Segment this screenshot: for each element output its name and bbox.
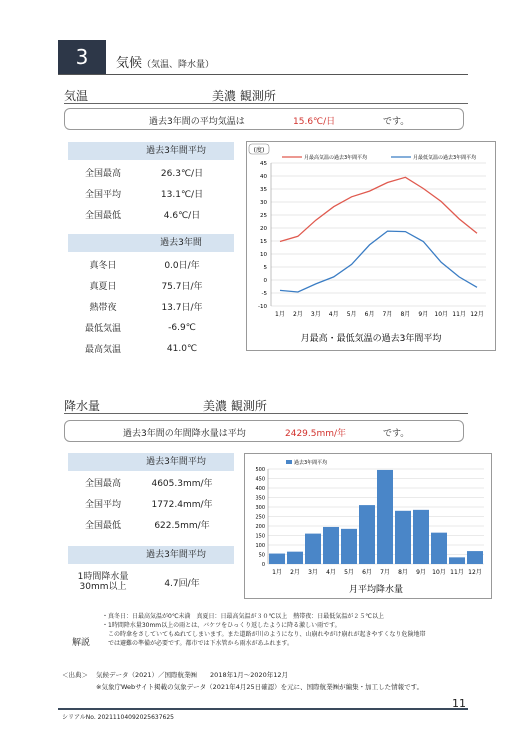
- x-tick-label: 1月: [272, 569, 282, 576]
- precipitation-table2-header: [68, 546, 234, 564]
- precipitation-table1-header-text: 過去3年間平均: [146, 457, 206, 467]
- row-label: 全国平均: [84, 500, 121, 510]
- precipitation-bar: [467, 551, 483, 564]
- row-label: 熱帯夜: [89, 303, 117, 313]
- table-row: [68, 254, 234, 275]
- precipitation-chart-title: 月平均降水量: [348, 585, 404, 595]
- chart-frame: [247, 142, 496, 351]
- notes-title: 解説: [72, 638, 91, 648]
- x-tick-label: 12月: [470, 311, 484, 318]
- temperature-average-box: [64, 108, 464, 130]
- row-value: 75.7日/年: [161, 282, 203, 292]
- temperature-average-suffix: です。: [383, 117, 410, 127]
- temperature-chart-title: 月最高・最低気温の過去3年間平均: [300, 334, 442, 344]
- y-axis-unit: (度): [253, 147, 265, 154]
- y-tick-label: 150: [255, 533, 265, 540]
- y-tick-label: 35: [260, 187, 267, 193]
- row-value: 1772.4mm/年: [151, 500, 213, 510]
- legend-label-max: 月最高気温の過去3年間平均: [304, 155, 368, 161]
- precipitation-bar: [413, 510, 429, 564]
- precipitation-heading: 降水量: [64, 399, 101, 413]
- precipitation-table1: [68, 472, 234, 535]
- x-tick-label: 11月: [450, 569, 464, 576]
- row-value: 4.7回/年: [164, 578, 200, 589]
- row-label: 真夏日: [89, 282, 117, 292]
- table-row: [68, 183, 234, 204]
- row-value: 4.6℃/日: [163, 211, 201, 221]
- notes-body: [102, 612, 426, 648]
- row-value: -6.9℃: [168, 322, 196, 333]
- x-tick-label: 9月: [416, 569, 426, 576]
- x-tick-label: 5月: [346, 311, 357, 318]
- y-tick-label: 500: [255, 467, 265, 473]
- x-tick-label: 9月: [418, 311, 429, 318]
- y-tick-label: 400: [255, 486, 265, 492]
- note-line: ・1時間降水量30mm以上の雨とは、バケツをひっくり返したように降る激しい雨です。: [102, 622, 341, 629]
- x-tick-label: 1月: [275, 311, 285, 318]
- x-tick-label: 2月: [290, 569, 300, 576]
- temperature-station: 美濃 観測所: [212, 89, 276, 103]
- page-number: 11: [452, 697, 466, 710]
- row-value: 4605.3mm/年: [151, 479, 213, 489]
- x-tick-label: 8月: [400, 311, 411, 318]
- temperature-heading: 気温: [64, 89, 89, 103]
- y-tick-label: 10: [260, 252, 267, 258]
- y-tick-label: 200: [255, 524, 265, 530]
- y-tick-label: -5: [261, 291, 267, 297]
- table-row: [68, 204, 234, 225]
- precipitation-bar: [359, 505, 375, 564]
- x-tick-label: 6月: [364, 311, 375, 318]
- row-label: 全国最高: [84, 169, 121, 179]
- row-value: 622.5mm/年: [154, 521, 210, 531]
- y-tick-label: 100: [255, 543, 265, 549]
- x-tick-label: 2月: [292, 311, 303, 318]
- row-value: 13.7日/年: [161, 303, 203, 313]
- section-title: [116, 52, 214, 71]
- row-value: 26.3℃/日: [160, 169, 204, 179]
- precipitation-table2-header-text: 過去3年間平均: [146, 550, 206, 560]
- precipitation-average-value: 2429.5mm/年: [285, 429, 347, 439]
- table-row: [68, 569, 234, 595]
- y-tick-label: 300: [255, 505, 265, 511]
- note-line: この時傘をさしていてもぬれてしまいます。また道路が川のようになり、山崩れやがけ崩れが起きやすくなり危険地帯: [102, 631, 426, 638]
- note-line: では避難の準備が必要です。都市では下水管から雨水があふれます。: [102, 640, 294, 647]
- row-label: 全国最低: [84, 211, 121, 221]
- row-label: 全国平均: [84, 190, 121, 200]
- row-label-line1: 1時間降水量: [77, 572, 129, 582]
- precipitation-bar: [341, 529, 357, 564]
- y-tick-label: -10: [258, 304, 267, 310]
- table-row: [68, 162, 234, 183]
- row-label: 最低気温: [84, 324, 121, 334]
- temperature-table2-header: [68, 234, 234, 252]
- y-tick-label: 350: [255, 495, 265, 502]
- y-tick-label: 50: [258, 552, 265, 559]
- y-tick-label: 40: [260, 174, 267, 180]
- x-tick-label: 10月: [432, 569, 446, 576]
- table-row: [68, 275, 234, 296]
- precipitation-divider: [64, 413, 468, 414]
- source-line1: 気候データ（2021）／国際航業㈱ 2018年1月～2020年12月: [96, 671, 289, 679]
- row-value: 41.0℃: [166, 343, 198, 354]
- x-tick-label: 7月: [380, 569, 390, 576]
- table-row: [68, 493, 234, 514]
- x-tick-label: 4月: [328, 311, 339, 318]
- section-title-text: 気候: [116, 56, 143, 71]
- y-tick-label: 15: [260, 239, 267, 245]
- precipitation-bar: [431, 533, 447, 564]
- row-label: 最高気温: [84, 345, 121, 355]
- precipitation-bar: [287, 552, 303, 564]
- footer-divider: [58, 708, 468, 710]
- y-tick-label: 30: [260, 200, 267, 206]
- table-row: [68, 317, 234, 338]
- temperature-divider: [64, 103, 468, 104]
- row-label: 全国最低: [84, 521, 121, 531]
- precipitation-average-prefix: 過去3年間の年間降水量は平均: [123, 429, 246, 439]
- legend-label-min: 月最低気温の過去3年間平均: [413, 155, 477, 161]
- x-tick-label: 8月: [398, 569, 408, 576]
- y-tick-label: 250: [255, 514, 265, 521]
- row-value: 0.0日/年: [164, 261, 200, 271]
- table-row: [68, 472, 234, 493]
- y-tick-label: 0: [261, 562, 265, 568]
- row-label: [68, 572, 138, 592]
- note-line: ・真冬日：日最高気温が0℃未満 真夏日：日最高気温が３０℃以上 熱帯夜：日最低気温が２５℃以上: [102, 613, 385, 620]
- x-tick-label: 12月: [468, 569, 482, 576]
- temperature-table1: [68, 162, 234, 225]
- serial-number: シリアルNo. 20211104092025637625: [62, 714, 174, 721]
- x-tick-label: 11月: [452, 311, 466, 318]
- temperature-table1-header-text: 過去3年間平均: [146, 146, 206, 156]
- x-tick-label: 4月: [326, 569, 336, 576]
- precipitation-bar: [449, 557, 465, 564]
- y-tick-label: 20: [260, 226, 267, 232]
- precipitation-bar: [395, 511, 411, 564]
- row-label: 全国最高: [84, 479, 121, 489]
- section-number: 3: [58, 40, 106, 74]
- temperature-chart: [246, 141, 496, 351]
- row-value: 13.1℃/日: [160, 190, 204, 200]
- table-row: [68, 296, 234, 317]
- precipitation-bar: [377, 470, 393, 564]
- y-tick-label: 5: [263, 265, 267, 271]
- x-tick-label: 7月: [382, 311, 393, 318]
- source-line2: ※気象庁Webサイト掲載の気象データ（2021年4月25日確認）を元に、国際航業㈱が編集・加工した情報です。: [96, 683, 424, 691]
- y-tick-label: 45: [260, 161, 267, 167]
- row-label-line2: 30mm以上: [79, 582, 127, 592]
- source-label: ＜出典＞: [62, 671, 88, 679]
- section-divider: [58, 74, 468, 75]
- precipitation-station: 美濃 観測所: [203, 399, 267, 413]
- x-tick-label: 6月: [362, 569, 372, 576]
- precipitation-table1-header: [68, 453, 234, 471]
- temperature-average-prefix: 過去3年間の平均気温は: [149, 117, 245, 127]
- x-tick-label: 5月: [344, 569, 354, 576]
- precipitation-chart: [244, 453, 492, 599]
- precipitation-bar: [305, 534, 321, 564]
- temperature-table2: [68, 254, 234, 359]
- y-tick-label: 0: [263, 278, 267, 284]
- x-tick-label: 3月: [310, 311, 321, 318]
- table-row: [68, 514, 234, 535]
- y-tick-label: 25: [260, 213, 267, 219]
- table-row: [68, 338, 234, 359]
- x-tick-label: 10月: [434, 311, 449, 318]
- precipitation-average-box: [64, 420, 464, 442]
- precipitation-average-suffix: です。: [383, 429, 410, 439]
- legend-swatch: [286, 460, 292, 464]
- x-tick-label: 3月: [308, 569, 318, 576]
- section-subtitle: （気温、降水量）: [142, 60, 215, 70]
- precipitation-bar: [269, 554, 285, 564]
- temperature-table1-header: [68, 142, 234, 160]
- legend-label: 過去3年間平均: [294, 460, 328, 466]
- row-label: 真冬日: [89, 261, 117, 271]
- temperature-table2-header-text: 過去3年間: [160, 238, 202, 248]
- precipitation-bar: [323, 527, 339, 564]
- y-tick-label: 450: [255, 476, 265, 483]
- temperature-average-value: 15.6℃/日: [293, 117, 336, 127]
